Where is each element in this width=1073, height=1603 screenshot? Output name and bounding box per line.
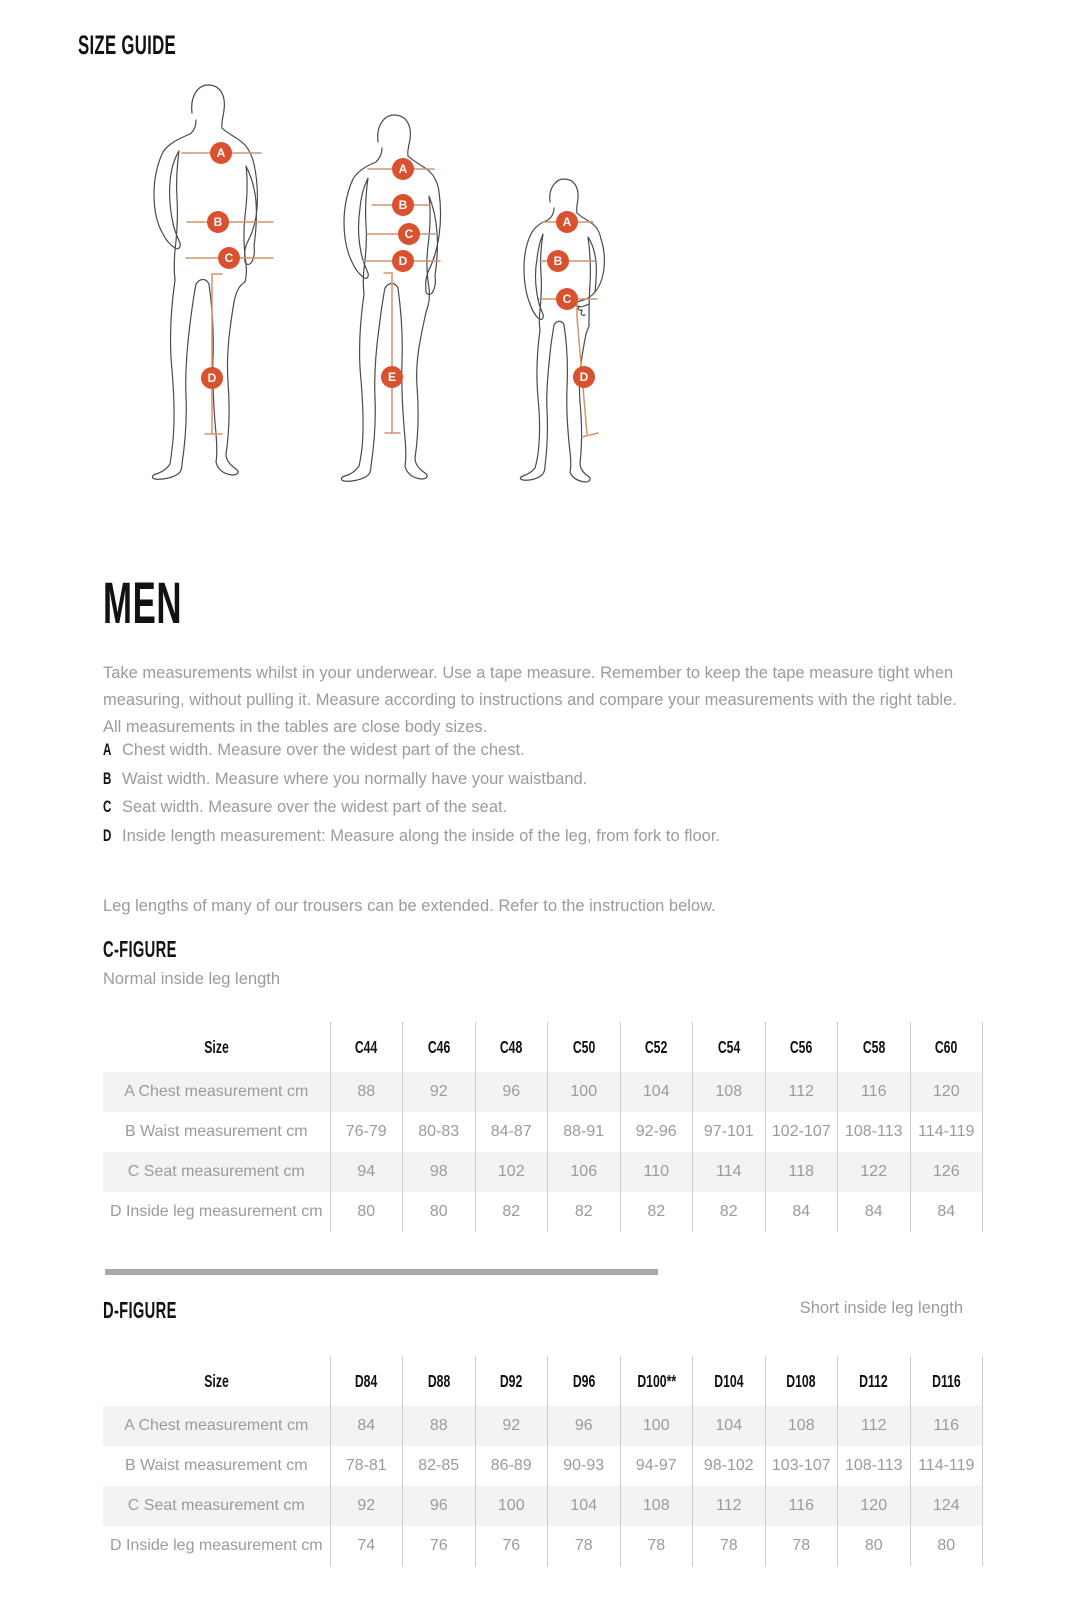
size-value-cell: 82	[620, 1192, 693, 1232]
column-header: C60	[910, 1022, 983, 1072]
size-value-cell: 116	[765, 1486, 838, 1526]
column-header: D96	[548, 1356, 621, 1406]
column-header: C50	[548, 1022, 621, 1072]
table-header-row	[103, 1356, 983, 1406]
size-value-cell: 96	[548, 1406, 621, 1446]
instruction-item	[103, 797, 720, 826]
size-value-cell: 88-91	[548, 1112, 621, 1152]
measurement-marker-letter: D	[579, 370, 589, 385]
figure-large-outline	[152, 85, 273, 479]
size-value-cell: 98-102	[693, 1446, 766, 1486]
size-value-cell: 90-93	[548, 1446, 621, 1486]
size-value-cell: 88	[330, 1072, 403, 1112]
page-title	[78, 30, 236, 61]
c-figure-table-wrap	[103, 1022, 983, 1232]
size-value-cell: 80	[838, 1526, 911, 1566]
row-label: D Inside leg measurement cm	[109, 1537, 323, 1554]
measurement-marker-letter: C	[562, 292, 572, 307]
size-value-cell: 108	[765, 1406, 838, 1446]
measurement-marker-letter: D	[398, 254, 408, 269]
table-row	[103, 1526, 983, 1566]
size-value-cell: 108-113	[838, 1112, 911, 1152]
size-value-cell: 92	[475, 1406, 548, 1446]
column-header: D100**	[620, 1356, 693, 1406]
column-header: D104	[693, 1356, 766, 1406]
measurement-marker-letter: B	[398, 198, 408, 213]
row-label: B Waist measurement cm	[124, 1123, 308, 1140]
instruction-text: Inside length measurement: Measure along the inside of the leg, from fork to floor.	[122, 826, 720, 845]
size-value-cell: 104	[620, 1072, 693, 1112]
row-label: A Chest measurement cm	[103, 1072, 330, 1112]
table-header-row	[103, 1022, 983, 1072]
size-value-cell: 80	[403, 1192, 476, 1232]
section-heading	[103, 570, 235, 637]
column-header: C56	[765, 1022, 838, 1072]
size-value-cell: 84-87	[475, 1112, 548, 1152]
body-figures-illustration	[130, 82, 660, 484]
size-value-cell: 82	[548, 1192, 621, 1232]
size-value-cell: 112	[765, 1072, 838, 1112]
size-value-cell: 80-83	[403, 1112, 476, 1152]
size-value-cell: 94-97	[620, 1446, 693, 1486]
size-value-cell: 112	[838, 1406, 911, 1446]
size-value-cell: 92	[330, 1486, 403, 1526]
size-value-cell: 116	[910, 1406, 983, 1446]
table-row	[103, 1406, 983, 1446]
table-row	[103, 1446, 983, 1486]
measurement-marker-letter: A	[562, 215, 572, 230]
size-value-cell: 96	[403, 1486, 476, 1526]
table-row	[103, 1486, 983, 1526]
size-value-cell: 114	[693, 1152, 766, 1192]
size-value-cell: 102-107	[765, 1112, 838, 1152]
instruction-item	[103, 740, 720, 769]
column-header: D116	[910, 1356, 983, 1406]
column-header: D112	[838, 1356, 911, 1406]
figure-medium-outline	[341, 115, 440, 481]
size-value-cell: 84	[330, 1406, 403, 1446]
column-header: C48	[475, 1022, 548, 1072]
measurement-instructions	[103, 740, 720, 854]
size-value-cell: 122	[838, 1152, 911, 1192]
size-value-cell: 78	[693, 1526, 766, 1566]
size-value-cell: 116	[838, 1072, 911, 1112]
instruction-letter: A	[103, 740, 112, 759]
leg-length-note: Leg lengths of many of our trousers can be extended. Refer to the instruction below.	[103, 897, 716, 915]
size-value-cell: 108	[693, 1072, 766, 1112]
column-header: Size	[203, 1370, 229, 1391]
size-value-cell: 84	[838, 1192, 911, 1232]
column-header: D92	[475, 1356, 548, 1406]
column-header: D108	[765, 1356, 838, 1406]
d-figure-table-wrap	[103, 1356, 983, 1566]
instruction-letter: B	[103, 768, 112, 788]
instruction-text: Seat width. Measure over the widest part of the seat.	[122, 798, 508, 816]
size-value-cell: 84	[765, 1192, 838, 1232]
c-figure-size-table	[103, 1022, 983, 1232]
size-value-cell: 86-89	[475, 1446, 548, 1486]
size-value-cell: 98	[403, 1152, 476, 1192]
size-value-cell: 118	[765, 1152, 838, 1192]
column-header: C58	[838, 1022, 911, 1072]
figure-small-outline	[520, 179, 604, 482]
measurement-marker-letter: A	[398, 162, 408, 177]
measurement-marker-letter: E	[387, 370, 397, 385]
instruction-text: Chest width. Measure over the widest part of the chest.	[122, 741, 525, 759]
size-value-cell: 114-119	[910, 1112, 983, 1152]
c-figure-heading	[103, 936, 218, 963]
size-value-cell: 84	[910, 1192, 983, 1232]
size-value-cell: 74	[330, 1526, 403, 1566]
table-row	[103, 1072, 983, 1112]
size-value-cell: 108	[620, 1486, 693, 1526]
row-label: C Seat measurement cm	[103, 1152, 330, 1192]
size-value-cell: 97-101	[693, 1112, 766, 1152]
size-value-cell: 100	[620, 1406, 693, 1446]
instruction-text: Waist width. Measure where you normally have your waistband.	[122, 769, 588, 788]
column-header: C54	[693, 1022, 766, 1072]
measurement-marker-letter: B	[213, 215, 223, 230]
intro-paragraph: Take measurements whilst in your underwear. Use a tape measure. Remember to keep the tape measure tight when measuring, without pulling it. Measure according to instructions and compare your measurements with the right table. All measurements in the tables are close body sizes.	[103, 664, 957, 736]
column-header: D88	[403, 1356, 476, 1406]
measurement-marker-letter: C	[404, 227, 414, 242]
size-value-cell: 82	[475, 1192, 548, 1232]
size-value-cell: 80	[910, 1526, 983, 1566]
measurement-marker-letter: D	[207, 371, 217, 386]
section-heading-text: MEN	[103, 571, 183, 636]
size-value-cell: 92-96	[620, 1112, 693, 1152]
size-value-cell: 78-81	[330, 1446, 403, 1486]
size-value-cell: 124	[910, 1486, 983, 1526]
measurement-marker-letter: C	[224, 251, 234, 266]
instruction-item	[103, 826, 720, 855]
size-value-cell: 102	[475, 1152, 548, 1192]
size-value-cell: 92	[403, 1072, 476, 1112]
column-header: Size	[203, 1036, 229, 1057]
size-value-cell: 104	[548, 1486, 621, 1526]
size-value-cell: 103-107	[765, 1446, 838, 1486]
column-header: C44	[330, 1022, 403, 1072]
row-label: A Chest measurement cm	[103, 1406, 330, 1446]
table-row	[103, 1112, 983, 1152]
size-value-cell: 76-79	[330, 1112, 403, 1152]
column-header: C52	[620, 1022, 693, 1072]
measurement-marker-letter: A	[216, 146, 226, 161]
size-value-cell: 78	[548, 1526, 621, 1566]
instruction-letter: D	[103, 825, 112, 845]
instruction-item	[103, 769, 720, 798]
size-value-cell: 100	[475, 1486, 548, 1526]
size-value-cell: 104	[693, 1406, 766, 1446]
size-value-cell: 94	[330, 1152, 403, 1192]
size-value-cell: 110	[620, 1152, 693, 1192]
column-header: D84	[330, 1356, 403, 1406]
size-value-cell: 82	[693, 1192, 766, 1232]
instruction-letter: C	[103, 797, 112, 816]
row-label: C Seat measurement cm	[103, 1486, 330, 1526]
size-value-cell: 114-119	[910, 1446, 983, 1486]
size-value-cell: 100	[548, 1072, 621, 1112]
size-value-cell: 96	[475, 1072, 548, 1112]
size-value-cell: 76	[403, 1526, 476, 1566]
c-figure-heading-text: C-FIGURE	[103, 936, 177, 962]
row-label: B Waist measurement cm	[124, 1457, 308, 1474]
page-title-text: SIZE GUIDE	[78, 30, 176, 60]
measurement-marker-letter: B	[553, 254, 563, 269]
d-figure-heading-text: D-FIGURE	[103, 1297, 177, 1323]
size-value-cell: 78	[765, 1526, 838, 1566]
size-value-cell: 76	[475, 1526, 548, 1566]
column-header: C46	[403, 1022, 476, 1072]
c-figure-subheading: Normal inside leg length	[103, 970, 281, 988]
size-value-cell: 78	[620, 1526, 693, 1566]
d-figure-size-table	[103, 1356, 983, 1566]
row-label: D Inside leg measurement cm	[109, 1203, 323, 1220]
size-value-cell: 126	[910, 1152, 983, 1192]
size-value-cell: 88	[403, 1406, 476, 1446]
d-figure-subheading: Short inside leg length	[799, 1299, 963, 1317]
size-value-cell: 112	[693, 1486, 766, 1526]
table-row	[103, 1192, 983, 1232]
figure-large-markers	[201, 142, 240, 389]
table-row	[103, 1152, 983, 1192]
size-value-cell: 82-85	[403, 1446, 476, 1486]
size-value-cell: 80	[330, 1192, 403, 1232]
size-value-cell: 108-113	[838, 1446, 911, 1486]
section-divider	[105, 1269, 658, 1275]
size-value-cell: 120	[838, 1486, 911, 1526]
size-value-cell: 106	[548, 1152, 621, 1192]
size-value-cell: 120	[910, 1072, 983, 1112]
